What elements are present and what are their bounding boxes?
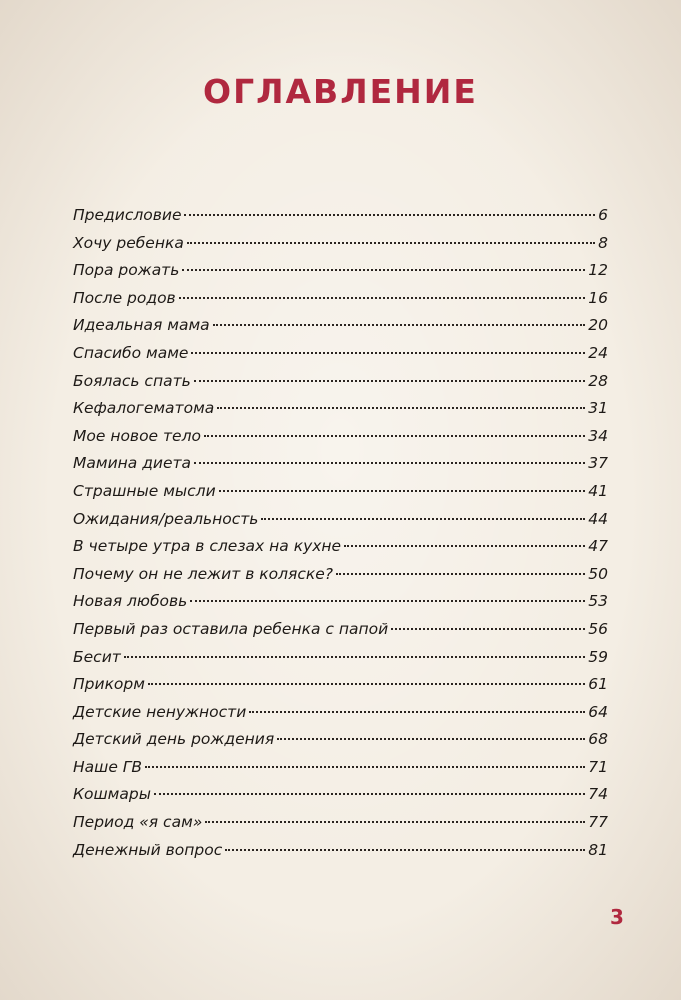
toc-entry-title: Пора рожать bbox=[73, 261, 180, 280]
toc-entry[interactable] bbox=[73, 671, 608, 699]
toc-entry-page: 61 bbox=[588, 675, 608, 694]
toc-entry[interactable] bbox=[73, 754, 608, 782]
toc-entry[interactable] bbox=[73, 340, 608, 368]
toc-entry-title: Детские ненужности bbox=[73, 702, 247, 721]
toc-entry-page: 68 bbox=[588, 730, 608, 749]
toc-entry-page: 53 bbox=[588, 592, 608, 611]
dot-leader bbox=[124, 656, 585, 658]
toc-entry[interactable] bbox=[73, 478, 608, 506]
toc-entry-title: Наше ГВ bbox=[73, 757, 143, 776]
toc-entry-title: Страшные мысли bbox=[73, 481, 216, 500]
toc-entry-title: Ожидания/реальность bbox=[73, 509, 259, 528]
dot-leader bbox=[184, 214, 595, 216]
toc-entry[interactable] bbox=[73, 644, 608, 672]
toc-entry-title: Кошмары bbox=[73, 785, 151, 804]
toc-entry-title: Хочу ребенка bbox=[73, 233, 184, 252]
toc-entry[interactable] bbox=[73, 616, 608, 644]
toc-entry[interactable] bbox=[73, 368, 608, 396]
toc-entry-page: 47 bbox=[588, 537, 608, 556]
toc-entry-title: В четыре утра в слезах на кухне bbox=[73, 537, 342, 556]
toc-entry[interactable] bbox=[73, 285, 608, 313]
dot-leader bbox=[213, 324, 586, 326]
toc-entry-title: Боялась спать bbox=[73, 371, 191, 390]
dot-leader bbox=[204, 435, 585, 437]
toc-entry-title: Первый раз оставила ребенка с папой bbox=[73, 619, 389, 638]
toc-entry-page: 28 bbox=[588, 371, 608, 390]
toc-entry-page: 50 bbox=[588, 564, 608, 583]
toc-entry-page: 8 bbox=[598, 233, 608, 252]
toc-entry-page: 24 bbox=[588, 343, 608, 362]
dot-leader bbox=[194, 462, 585, 464]
toc-entry[interactable] bbox=[73, 809, 608, 837]
page-title: ОГЛАВЛЕНИЕ bbox=[203, 72, 478, 111]
dot-leader bbox=[191, 352, 585, 354]
toc-entry[interactable] bbox=[73, 423, 608, 451]
toc-entry-page: 37 bbox=[588, 454, 608, 473]
toc-entry[interactable] bbox=[73, 506, 608, 534]
toc-entry-page: 16 bbox=[588, 288, 608, 307]
toc-entry-title: Детский день рождения bbox=[73, 730, 275, 749]
dot-leader bbox=[217, 407, 585, 409]
toc-entry-title: Бесит bbox=[73, 647, 121, 666]
toc-entry-page: 44 bbox=[588, 509, 608, 528]
toc-entry-page: 41 bbox=[588, 481, 608, 500]
toc-entry[interactable] bbox=[73, 202, 608, 230]
toc-entry[interactable] bbox=[73, 257, 608, 285]
toc-entry-title: Кефалогематома bbox=[73, 399, 215, 418]
toc-entry-title: После родов bbox=[73, 288, 176, 307]
toc-entry-page: 56 bbox=[588, 619, 608, 638]
dot-leader bbox=[154, 793, 585, 795]
toc-entry[interactable] bbox=[73, 312, 608, 340]
dot-leader bbox=[277, 738, 585, 740]
toc-entry[interactable] bbox=[73, 533, 608, 561]
dot-leader bbox=[205, 821, 585, 823]
toc-entry-page: 64 bbox=[588, 702, 608, 721]
toc-entry-page: 31 bbox=[588, 399, 608, 418]
dot-leader bbox=[187, 242, 595, 244]
toc-entry-page: 77 bbox=[588, 813, 608, 832]
toc-entry-page: 34 bbox=[588, 426, 608, 445]
toc-entry-title: Новая любовь bbox=[73, 592, 188, 611]
dot-leader bbox=[336, 573, 585, 575]
toc-entry-title: Идеальная мама bbox=[73, 316, 210, 335]
toc-entry-title: Предисловие bbox=[73, 206, 182, 224]
dot-leader bbox=[190, 600, 585, 602]
dot-leader bbox=[249, 711, 585, 713]
toc-entry-page: 20 bbox=[588, 316, 608, 335]
dot-leader bbox=[179, 297, 586, 299]
toc-entry[interactable] bbox=[73, 395, 608, 423]
toc-entry[interactable] bbox=[73, 837, 608, 865]
dot-leader bbox=[145, 766, 585, 768]
toc-entry-title: Мое новое тело bbox=[73, 426, 201, 445]
dot-leader bbox=[182, 269, 585, 271]
toc-entry-title: Период «я сам» bbox=[73, 813, 203, 832]
dot-leader bbox=[344, 545, 585, 547]
toc-entry[interactable] bbox=[73, 699, 608, 727]
dot-leader bbox=[391, 628, 585, 630]
table-of-contents bbox=[73, 202, 608, 864]
toc-entry[interactable] bbox=[73, 781, 608, 809]
toc-entry-title: Денежный вопрос bbox=[73, 840, 223, 859]
toc-entry-page: 74 bbox=[588, 785, 608, 804]
toc-entry-page: 6 bbox=[598, 206, 608, 224]
page-number: 3 bbox=[610, 905, 624, 929]
toc-entry-page: 12 bbox=[588, 261, 608, 280]
dot-leader bbox=[219, 490, 586, 492]
toc-entry-title: Почему он не лежит в коляске? bbox=[73, 564, 333, 583]
toc-entry[interactable] bbox=[73, 450, 608, 478]
toc-entry[interactable] bbox=[73, 588, 608, 616]
toc-entry-title: Мамина диета bbox=[73, 454, 192, 473]
dot-leader bbox=[261, 518, 585, 520]
toc-entry-page: 59 bbox=[588, 647, 608, 666]
toc-entry[interactable] bbox=[73, 726, 608, 754]
toc-entry[interactable] bbox=[73, 230, 608, 258]
dot-leader bbox=[194, 380, 586, 382]
dot-leader bbox=[148, 683, 585, 685]
toc-entry-title: Спасибо маме bbox=[73, 343, 189, 362]
toc-entry-title: Прикорм bbox=[73, 675, 145, 694]
toc-entry[interactable] bbox=[73, 561, 608, 589]
toc-entry-page: 81 bbox=[588, 840, 608, 859]
dot-leader bbox=[225, 849, 585, 851]
toc-entry-page: 71 bbox=[588, 757, 608, 776]
